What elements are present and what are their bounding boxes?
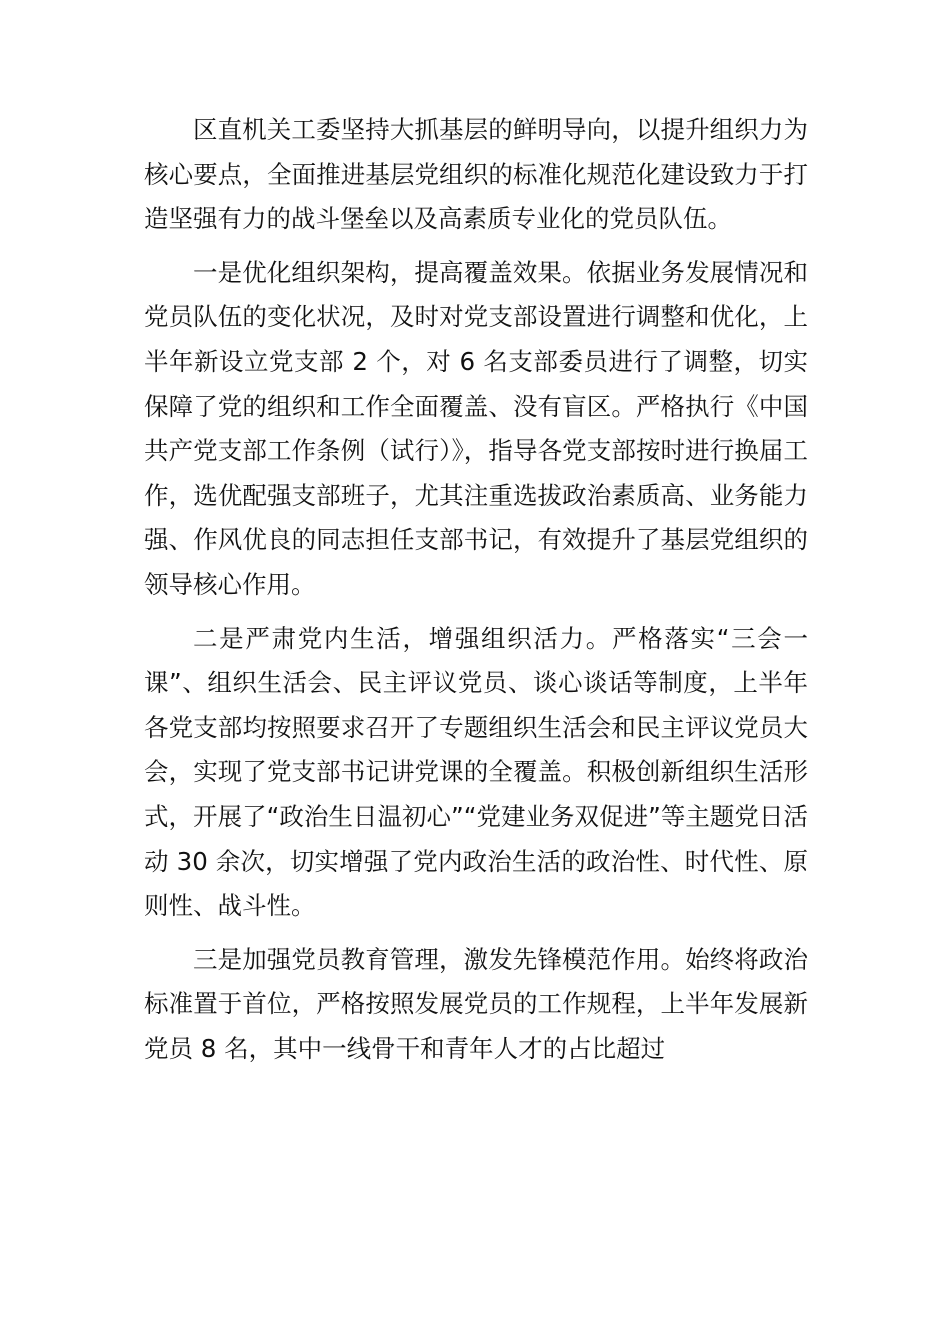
paragraph-party-life: 二是严肃党内生活，增强组织活力。严格落实“三会一课”、组织生活会、民主评议党员、谈心谈话等制度，上半年各党支部均按照要求召开了专题组织生活会和民主评议党员大会，实现了党支部书记讲党课的全覆盖。积极创新组织生活形式，开展了“政治生日温初心”“党建业务双促进”等主题党日活动 30 余次，切实增强了党内政治生活的政治性、时代性、原则性、战斗性。 [144, 623, 808, 921]
paragraph-member-education: 三是加强党员教育管理，激发先锋模范作用。始终将政治标准置于首位，严格按照发展党员的工作规程，上半年发展新党员 8 名，其中一线骨干和青年人才的占比超过 [144, 944, 808, 1063]
paragraph-optimize-organization: 一是优化组织架构，提高覆盖效果。依据业务发展情况和党员队伍的变化状况，及时对党支部设置进行调整和优化，上半年新设立党支部 2 个，对 6 名支部委员进行了调整，切实保障了党的组织和工作全面覆盖、没有盲区。严格执行《中国共产党支部工作条例（试行）》，指导各党支部按时进行换届工作，选优配强支部班子，尤其注重选拔政治素质高、业务能力强、作风优良的同志担任支部书记，有效提升了基层党组织的领导核心作用。 [144, 257, 808, 599]
paragraph-intro: 区直机关工委坚持大抓基层的鲜明导向，以提升组织力为核心要点，全面推进基层党组织的标准化规范化建设致力于打造坚强有力的战斗堡垒以及高素质专业化的党员队伍。 [144, 115, 808, 234]
document-body [144, 108, 808, 1080]
